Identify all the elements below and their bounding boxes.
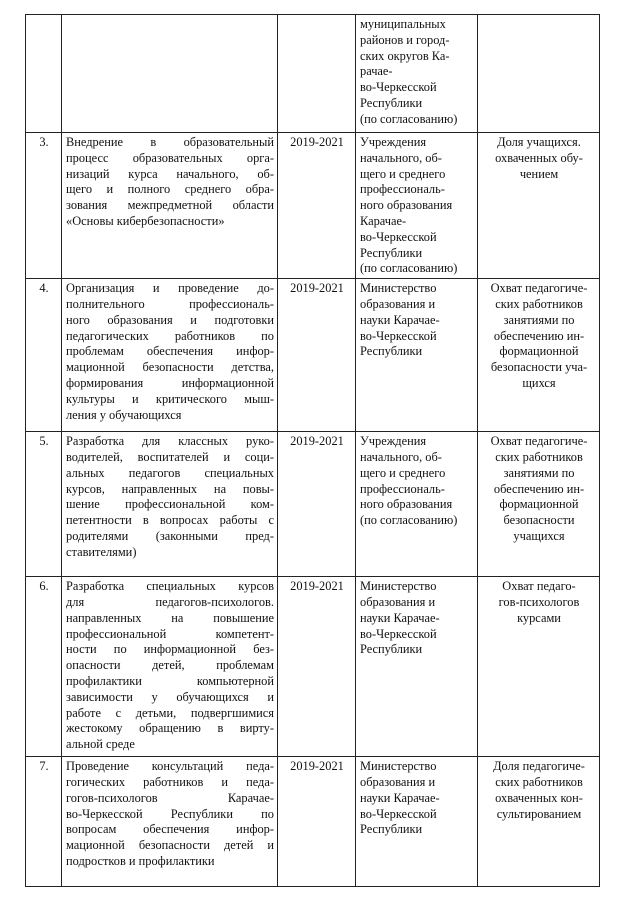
measure-name-line: мационной безопасности детей и bbox=[66, 838, 274, 853]
responsible-executor-line: (по согласованию) bbox=[360, 111, 458, 126]
measure-name-line: Организация и проведение до- bbox=[66, 281, 274, 296]
responsible-executor bbox=[356, 133, 478, 279]
result-indicator-line: обеспечению ин- bbox=[493, 328, 585, 343]
table-row bbox=[26, 432, 600, 577]
responsible-executor bbox=[356, 577, 478, 757]
measures-table bbox=[25, 14, 600, 887]
measure-name-line: «Основы кибербезопасности» bbox=[66, 213, 225, 228]
measure-name-line: зависимости у обучающихся и bbox=[66, 689, 274, 704]
responsible-executor bbox=[356, 15, 478, 133]
result-indicator-line: формационной bbox=[499, 344, 579, 359]
measure-name-line: полнительного профессиональ- bbox=[66, 296, 274, 311]
responsible-executor-line: рачае- bbox=[360, 64, 393, 79]
result-indicator-line: занятиями по bbox=[503, 465, 575, 480]
result-indicator-line: охваченных обу- bbox=[495, 150, 583, 165]
responsible-executor-line: Республики bbox=[360, 642, 423, 657]
table-row bbox=[26, 133, 600, 279]
row-number: 4. bbox=[26, 279, 62, 432]
responsible-executor-line: (по согласованию) bbox=[360, 513, 458, 528]
responsible-executor-line: (по согласованию) bbox=[360, 261, 458, 276]
row-number: 3. bbox=[26, 133, 62, 279]
measure-name-line: Разработка для классных руко- bbox=[66, 434, 274, 449]
result-indicator-line: сультированием bbox=[496, 806, 582, 821]
responsible-executor-line: Карачае- bbox=[360, 213, 407, 228]
result-indicator-line: Доля учащихся. bbox=[497, 135, 581, 149]
implementation-period: 2019-2021 bbox=[278, 279, 356, 432]
row-number: 6. bbox=[26, 577, 62, 757]
result-indicator bbox=[478, 432, 600, 577]
responsible-executor-line: Республики bbox=[360, 344, 423, 359]
responsible-executor bbox=[356, 279, 478, 432]
measure-name-line: профессиональной компетент- bbox=[66, 626, 274, 641]
responsible-executor-line: щего и среднего bbox=[360, 465, 446, 480]
responsible-executor bbox=[356, 757, 478, 887]
responsible-executor-line: ного образования bbox=[360, 198, 453, 213]
responsible-executor-line: во-Черкесской bbox=[360, 626, 437, 641]
measure-name-line: шение профессиональной ком- bbox=[66, 497, 274, 512]
responsible-executor-line: профессиональ- bbox=[360, 481, 445, 496]
measure-name-line: формирования информационной bbox=[66, 375, 274, 390]
responsible-executor-line: во-Черкесской bbox=[360, 806, 437, 821]
measure-name-line: профилактики компьютерной bbox=[66, 673, 274, 688]
responsible-executor-line: ских округов Ка- bbox=[360, 48, 450, 63]
responsible-executor-line: профессиональ- bbox=[360, 182, 445, 197]
result-indicator-line: Доля педагогиче- bbox=[493, 759, 585, 774]
table-row bbox=[26, 15, 600, 133]
result-indicator-line: Охват педагогиче- bbox=[490, 281, 588, 296]
measure-name bbox=[62, 133, 278, 279]
measure-name-line: жестокому обращению в вирту- bbox=[66, 721, 274, 736]
result-indicator-line: учащихся bbox=[513, 528, 565, 543]
result-indicator-line: курсами bbox=[517, 610, 561, 625]
result-indicator-line: обеспечению ин- bbox=[493, 481, 585, 496]
measure-name-line: курсов, направленных на повы- bbox=[66, 481, 274, 496]
measure-name-line: ности по информационной без- bbox=[66, 642, 274, 657]
measure-name-line: работе с детьми, подвергшимися bbox=[66, 705, 274, 720]
result-indicator-line: чением bbox=[519, 166, 559, 181]
table-row bbox=[26, 577, 600, 757]
result-indicator-line: Охват педагогиче- bbox=[490, 434, 588, 449]
responsible-executor-line: науки Карачае- bbox=[360, 610, 440, 625]
responsible-executor-line: науки Карачае- bbox=[360, 790, 440, 805]
measure-name-line: Разработка специальных курсов bbox=[66, 579, 274, 594]
row-number: 5. bbox=[26, 432, 62, 577]
row-number bbox=[26, 15, 62, 133]
table-row bbox=[26, 757, 600, 887]
measure-name-line: альных педагогов специальных bbox=[66, 465, 274, 480]
responsible-executor-line: Министерство bbox=[360, 281, 437, 296]
responsible-executor-line: Учреждения bbox=[360, 434, 427, 449]
measure-name-line: щего и полного среднего обра- bbox=[66, 182, 274, 197]
measure-name-line: мационной безопасности детства, bbox=[66, 360, 274, 375]
measure-name-line: подростков и профилактики bbox=[66, 853, 215, 868]
responsible-executor-line: Республики bbox=[360, 822, 423, 837]
result-indicator bbox=[478, 133, 600, 279]
row-number: 7. bbox=[26, 757, 62, 887]
measure-name-line: Проведение консультаций педа- bbox=[66, 759, 274, 774]
measure-name bbox=[62, 757, 278, 887]
responsible-executor-line: образования и bbox=[360, 594, 436, 609]
result-indicator-line: ских работников bbox=[495, 296, 583, 311]
measure-name-line: вопросам обеспечения инфор- bbox=[66, 822, 274, 837]
measure-name-line: ления у обучающихся bbox=[66, 407, 182, 422]
responsible-executor-line: районов и город- bbox=[360, 32, 450, 47]
result-indicator bbox=[478, 279, 600, 432]
responsible-executor-line: начального, об- bbox=[360, 449, 442, 464]
result-indicator-line: охваченных кон- bbox=[495, 790, 583, 805]
responsible-executor-line: начального, об- bbox=[360, 150, 442, 165]
responsible-executor-line: науки Карачае- bbox=[360, 312, 440, 327]
implementation-period: 2019-2021 bbox=[278, 577, 356, 757]
measure-name-line: ставителями) bbox=[66, 544, 137, 559]
measure-name-line: гогов-психологов Карачае- bbox=[66, 790, 274, 805]
responsible-executor-line: во-Черкесской bbox=[360, 229, 437, 244]
result-indicator-line: ских работников bbox=[495, 774, 583, 789]
measure-name-line: родителями (законными пред- bbox=[66, 528, 274, 543]
responsible-executor-line: Министерство bbox=[360, 579, 437, 594]
responsible-executor bbox=[356, 432, 478, 577]
responsible-executor-line: щего и среднего bbox=[360, 166, 446, 181]
measure-name-line: гогических работников и педа- bbox=[66, 774, 274, 789]
responsible-executor-line: образования и bbox=[360, 774, 436, 789]
result-indicator-line: Охват педаго- bbox=[502, 579, 576, 594]
implementation-period: 2019-2021 bbox=[278, 432, 356, 577]
result-indicator-line: занятиями по bbox=[503, 312, 575, 327]
result-indicator bbox=[478, 577, 600, 757]
measure-name-line: опасности детей, проблемам bbox=[66, 658, 274, 673]
measure-name-line: альной среде bbox=[66, 737, 135, 752]
result-indicator bbox=[478, 757, 600, 887]
result-indicator-line: формационной bbox=[499, 497, 579, 512]
measure-name bbox=[62, 279, 278, 432]
measure-name bbox=[62, 577, 278, 757]
measure-name bbox=[62, 15, 278, 133]
result-indicator-line: безопасности уча- bbox=[490, 360, 588, 375]
measure-name-line: низаций курса начального, об- bbox=[66, 166, 274, 181]
measure-name-line: водителей, воспитателей и соци- bbox=[66, 449, 274, 464]
responsible-executor-line: ного образования bbox=[360, 497, 453, 512]
implementation-period bbox=[278, 15, 356, 133]
table-row bbox=[26, 279, 600, 432]
measure-name-line: проблемам обеспечения инфор- bbox=[66, 344, 274, 359]
result-indicator-line: безопасности bbox=[503, 513, 575, 528]
implementation-period: 2019-2021 bbox=[278, 133, 356, 279]
measure-name-line: во-Черкесской Республики по bbox=[66, 806, 274, 821]
responsible-executor-line: во-Черкесской bbox=[360, 80, 437, 95]
measures-table-body bbox=[26, 15, 600, 887]
responsible-executor-line: во-Черкесской bbox=[360, 328, 437, 343]
measure-name-line: для педагогов-психологов. bbox=[66, 594, 274, 609]
measure-name bbox=[62, 432, 278, 577]
responsible-executor-line: Учреждения bbox=[360, 135, 427, 149]
responsible-executor-line: Республики bbox=[360, 95, 423, 110]
measure-name-line: культуры и критического мыш- bbox=[66, 391, 274, 406]
measure-name-line: педагогических работников по bbox=[66, 328, 274, 343]
measure-name-line: ного образования и подготовки bbox=[66, 312, 274, 327]
responsible-executor-line: муниципальных bbox=[360, 17, 446, 31]
responsible-executor-line: Министерство bbox=[360, 759, 437, 774]
responsible-executor-line: образования и bbox=[360, 296, 436, 311]
measure-name-line: процесс образовательных орга- bbox=[66, 150, 274, 165]
implementation-period: 2019-2021 bbox=[278, 757, 356, 887]
measure-name-line: Внедрение в образовательный bbox=[66, 135, 274, 149]
measure-name-line: направленных на повышение bbox=[66, 610, 274, 625]
result-indicator-line: щихся bbox=[522, 375, 556, 390]
responsible-executor-line: Республики bbox=[360, 245, 423, 260]
result-indicator-line: гов-психологов bbox=[498, 594, 580, 609]
measure-name-line: петентности в вопросах работы с bbox=[66, 513, 274, 528]
result-indicator-line: ских работников bbox=[495, 449, 583, 464]
measure-name-line: зования межпредметной области bbox=[66, 198, 274, 213]
result-indicator bbox=[478, 15, 600, 133]
